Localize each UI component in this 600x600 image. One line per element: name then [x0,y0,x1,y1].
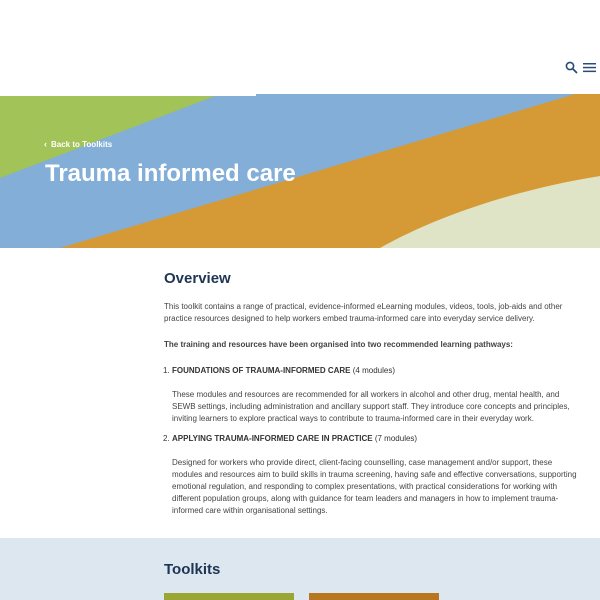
menu-icon[interactable] [582,60,596,74]
list-item [164,365,580,425]
pathway-description: These modules and resources are recommended for all workers in alcohol and other drug, mental health, and SEWB settings, including administration and ancillary support staff. They introduce core concepts and principles, inviting learners to explore practical ways to contribute to trauma-informed care in their everyday work. [172,390,570,423]
hero-banner [0,94,600,248]
list-number: 1. [163,366,170,375]
site-header [0,0,600,94]
search-icon[interactable] [564,60,578,74]
pathway-title: APPLYING TRAUMA-INFORMED CARE IN PRACTICE [172,434,373,443]
overview-heading: Overview [164,270,231,287]
back-link-label: Back to Toolkits [51,139,113,149]
pathway-title: FOUNDATIONS OF TRAUMA-INFORMED CARE [172,366,351,375]
toolkit-card[interactable] [164,593,294,600]
pathway-count: (7 modules) [374,434,418,443]
overview-section [164,270,580,525]
overview-intro: This toolkit contains a range of practical, evidence-informed eLearning modules, videos, tools, job-aids and other practice resources designed to help workers embed trauma-informed care into everyday service delivery. [164,302,563,323]
pathway-count: (4 modules) [352,366,395,375]
pathway-heading [172,365,580,377]
header-icons [564,60,596,74]
list-item [164,433,580,517]
pathways-intro: The training and resources have been organised into two recommended learning pathways: [164,340,513,349]
toolkits-heading: Toolkits [164,561,221,578]
pathways-list [164,365,580,517]
chevron-left-icon: ‹ [44,139,47,149]
toolkits-section [0,538,600,600]
pathway-description: Designed for workers who provide direct, client-facing counselling, case management and/or support, these modules and resources aim to build skills in trauma screening, having safe and effective conversations, supporting emotional regulation, and responding to complex presentations, with practical considerations for working with different population groups, along with guidance for team leaders and managers in how to implement trauma-informed care within organisational settings. [172,458,577,515]
page-title: Trauma informed care [45,160,296,187]
list-number: 2. [163,434,170,443]
back-to-toolkits-link[interactable] [44,139,112,149]
toolkit-card[interactable] [309,593,439,600]
pathway-heading [172,433,580,445]
